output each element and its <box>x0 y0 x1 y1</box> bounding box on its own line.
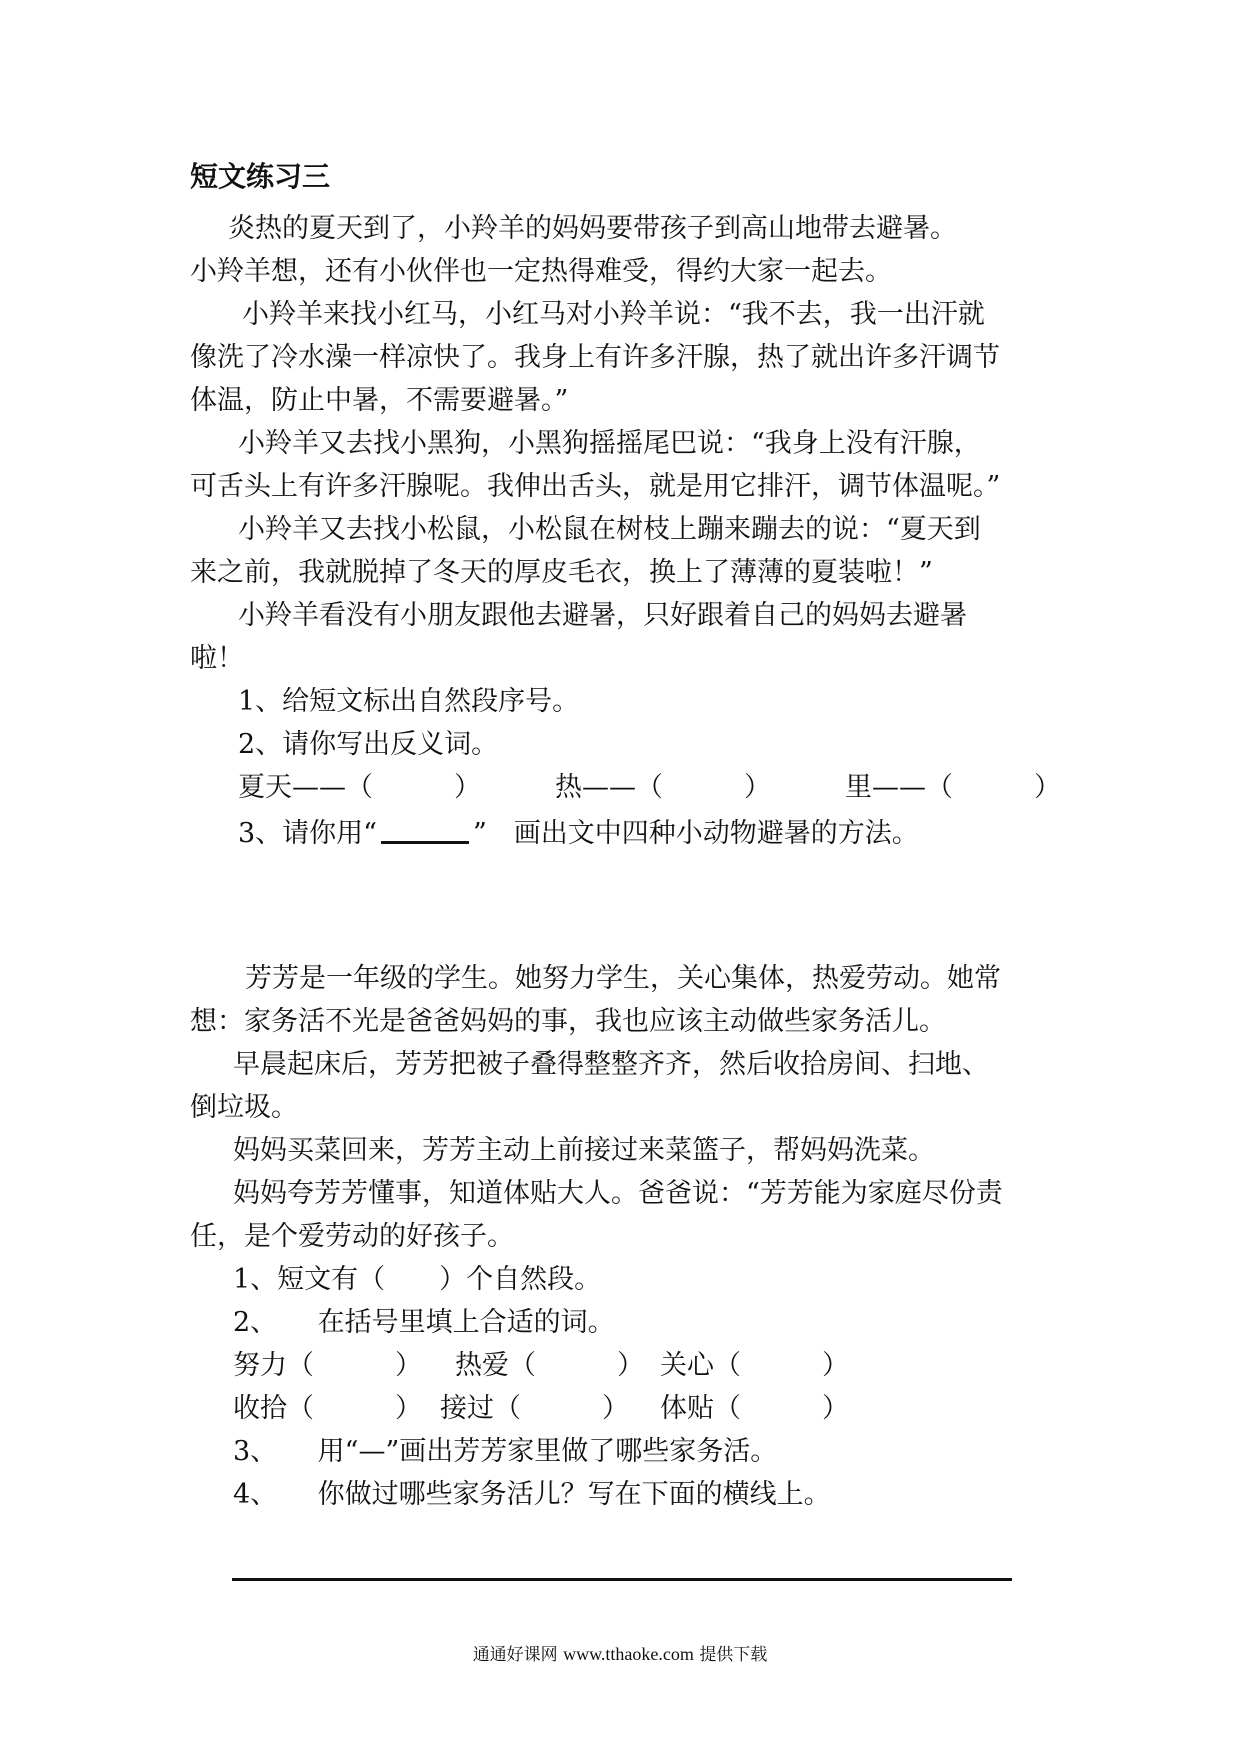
passage2-line: 任，是个爱劳动的好孩子。 <box>190 1221 514 1252</box>
underline-sample <box>381 817 469 844</box>
question-2-4: 4、 你做过哪些家务活儿？写在下面的横线上。 <box>233 1479 831 1510</box>
question-2-2: 2、 在括号里填上合适的词。 <box>233 1307 615 1338</box>
question-2-3: 3、 用“—”画出芳芳家里做了哪些家务活。 <box>233 1436 778 1467</box>
passage2-line: 想：家务活不光是爸爸妈妈的事，我也应该主动做些家务活儿。 <box>190 1006 946 1037</box>
fill-love: 热爱（ ） <box>455 1350 644 1381</box>
passage1-line: 可舌头上有许多汗腺呢。我伸出舌头，就是用它排汗，调节体温呢。” <box>190 471 1001 502</box>
fill-tidy: 收拾（ ） <box>233 1393 422 1424</box>
footer-name: 通通好课网 <box>472 1645 558 1665</box>
question-2-1: 1、短文有（ ）个自然段。 <box>233 1264 602 1295</box>
passage1-line: 体温，防止中暑，不需要避暑。” <box>190 385 569 416</box>
passage1-line: 小羚羊又去找小黑狗，小黑狗摇摇尾巴说：“我身上没有汗腺， <box>238 428 981 459</box>
passage1-line: 小羚羊来找小红马，小红马对小羚羊说：“我不去，我一出汗就 <box>242 299 985 330</box>
fill-effort: 努力（ ） <box>233 1350 422 1381</box>
passage2-line: 早晨起床后，芳芳把被子叠得整整齐齐，然后收拾房间、扫地、 <box>233 1049 989 1080</box>
question-1-2: 2、请你写出反义词。 <box>238 729 499 760</box>
passage1-line: 啦！ <box>190 643 244 674</box>
passage1-line: 炎热的夏天到了，小羚羊的妈妈要带孩子到高山地带去避暑。 <box>228 213 957 244</box>
passage2-line: 妈妈买菜回来，芳芳主动上前接过来菜篮子，帮妈妈洗菜。 <box>233 1135 935 1166</box>
question-1-3-text: 3、请你用“ <box>238 818 377 849</box>
question-1-3-text-end: ” 画出文中四种小动物避暑的方法。 <box>472 818 919 849</box>
question-1-3 <box>238 817 919 847</box>
footer-tail: 提供下载 <box>699 1645 768 1665</box>
passage1-line: 像洗了冷水澡一样凉快了。我身上有许多汗腺，热了就出许多汗调节 <box>190 342 1000 373</box>
passage1-line: 来之前，我就脱掉了冬天的厚皮毛衣，换上了薄薄的夏装啦！” <box>190 557 933 588</box>
footer <box>0 1640 1240 1665</box>
antonym-summer: 夏天——（ ） <box>238 772 481 803</box>
fill-care: 关心（ ） <box>660 1350 849 1381</box>
passage2-line: 妈妈夸芳芳懂事，知道体贴大人。爸爸说：“芳芳能为家庭尽份责 <box>233 1178 1003 1209</box>
passage1-line: 小羚羊想，还有小伙伴也一定热得难受，得约大家一起去。 <box>190 256 892 287</box>
page-title: 短文练习三 <box>190 160 331 193</box>
question-1-1: 1、给短文标出自然段序号。 <box>238 686 580 717</box>
answer-line <box>232 1578 1012 1581</box>
passage2-line: 倒垃圾。 <box>190 1092 298 1123</box>
passage2-line: 芳芳是一年级的学生。她努力学生，关心集体，热爱劳动。她常 <box>245 963 1001 994</box>
fill-take: 接过（ ） <box>440 1393 629 1424</box>
fill-considerate: 体贴（ ） <box>660 1393 849 1424</box>
passage1-line: 小羚羊看没有小朋友跟他去避暑，只好跟着自己的妈妈去避暑 <box>238 600 967 631</box>
footer-site: www.tthaoke.com <box>563 1644 694 1664</box>
antonym-hot: 热——（ ） <box>555 772 771 803</box>
passage1-line: 小羚羊又去找小松鼠，小松鼠在树枝上蹦来蹦去的说：“夏天到 <box>238 514 981 545</box>
antonym-inside: 里——（ ） <box>845 772 1061 803</box>
